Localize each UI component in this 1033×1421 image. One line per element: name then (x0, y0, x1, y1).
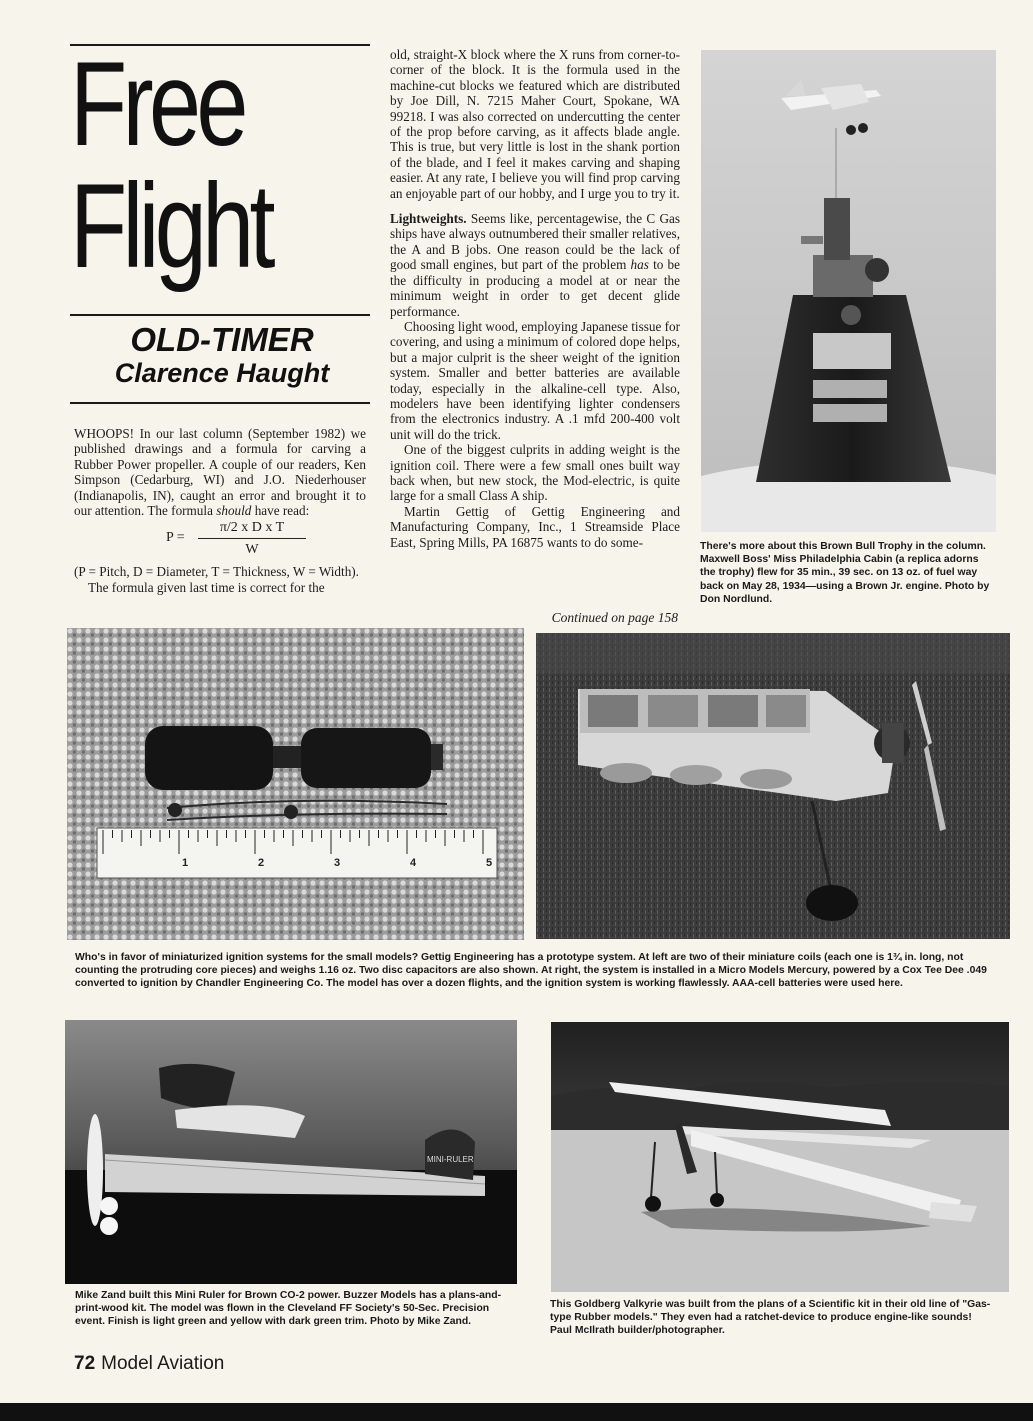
valkyrie-caption: This Goldberg Valkyrie was built from the plans of a Scientific kit in their old line of "Gas-type Rubber models." They even had a ratchet-device to produce engine-like sounds! Paul McIlrath builder/photographer. (550, 1299, 991, 1337)
paragraph-lightweights (390, 211, 680, 319)
paragraph-text: to be the difficulty in producing a model at or near the minimum weight in order to get decent glide performance. (390, 257, 680, 319)
page-number: 72 (74, 1353, 96, 1374)
trophy-photo (701, 50, 996, 532)
formula-numerator: π/2 x D x T (198, 520, 306, 538)
ruler-label: 3 (334, 857, 341, 869)
paragraph-gettig: Martin Gettig of Gettig Engineering and Manufacturing Company, Inc., 1 Streamside Place East, Spring Mills, PA 16875 wants to do some- (390, 503, 680, 550)
ruler-label: 5 (486, 857, 493, 869)
formula-legend: (P = Pitch, D = Diameter, T = Thickness, W = Width). (74, 564, 359, 580)
ruler-label: 1 (182, 857, 189, 869)
mercury-model-photo (536, 633, 1010, 939)
ruler-label: 2 (258, 857, 265, 869)
paragraph-formula-note: The formula given last time is correct for the (88, 579, 325, 595)
paragraph-whoops (74, 426, 366, 518)
emphasis-text: has (630, 257, 649, 273)
mini-ruler-photo (65, 1020, 517, 1284)
magazine-name: Model Aviation (101, 1353, 225, 1374)
subhead-lightweights: Lightweights. (390, 211, 467, 227)
trophy-caption: There's more about this Brown Bull Trophy in the column. Maxwell Boss' Miss Philadelphia Cabin (a replica adorns the trophy) flew for 35 min., 39 sec. on 13 oz. of fuel way back on May 28, 1934—using a Brown Jr. engine. Photo by Don Nordlund. (700, 541, 990, 605)
valkyrie-photo (551, 1022, 1009, 1292)
paragraph-prop-block: old, straight-X block where the X runs from corner-to-corner of the block. It is the formula used in the machine-cut blocks we featured which are distributed by Joe Dill, N. 7215 Maher Court, Spokane, WA 99218. I was also corrected on undercutting the center of the prop before carving, as it affects blade angle. This is true, but very little is lost in the shank portion of the blade, and I feel it makes carving and shaping easier. At any rate, I believe you will find prop carving an enjoyable part of our hobby, and I urge you to try it. (390, 47, 680, 201)
ignition-coils-photo (67, 628, 524, 940)
paragraph-ignition-coil: One of the biggest culprits in adding weight is the ignition coil. There were a few small ones built way back when, but new stock, the Mod-electric, is quite large for a small Class A ship. (390, 442, 680, 504)
paragraph-light-wood: Choosing light wood, employing Japanese tissue for covering, and using a minimum of colored dope helps, but a major culprit is the sheer weight of the ignition system. Smaller and better batteries are available today, especially in the alkaline-cell type. Also, modelers have been identifying lighter condensers from the electronics industry. A .1 mfd 200-400 volt unit will do the trick. (390, 318, 680, 442)
text-column-2 (390, 47, 680, 550)
formula-lhs: P = (166, 530, 185, 546)
pitch-formula (74, 518, 366, 564)
header-mid-rule (70, 314, 370, 316)
mini-ruler-caption: Mike Zand built this Mini Ruler for Brown CO-2 power. Buzzer Models has a plans-and-print-wood kit. The model was flown in the Cleveland FF Society's 50-Sec. Precision event. Finish is light green and yellow with dark green trim. Photo by Mike Zand. (75, 1290, 502, 1328)
text-column-1 (74, 426, 366, 595)
column-title-line2: Flight (70, 159, 271, 293)
author-name: Clarence Haught (114, 358, 330, 388)
paragraph-text: WHOOPS! In our last column (September 1982) we published drawings and a formula for carving a Rubber Power propeller. A couple of our readers, Ken Simpson (Cedarburg, WI) and J.O. Niederhouser (Indianapolis, IN), caught an error and brought it to our attention. The formula (74, 426, 366, 519)
header-bottom-rule (70, 402, 370, 404)
model-label-text: MINI-RULER (427, 1155, 474, 1164)
ignition-caption: Who's in favor of miniaturized ignition systems for the small models? Gettig Engineering has a prototype system. At left are two of their miniature coils (each one is 1¾ in. long, not counting the protruding core pieces) and weighs 1.16 oz. Two disc capacitors are also shown. At right, the system is installed in a Micro Models Mercury, powered by a Cox Tee Dee .049 converted to ignition by Chandler Engineering Co. The model has over a dozen flights, and the ignition system is working flawlessly. AAA-cell batteries were used here. (75, 952, 987, 990)
department-name: OLD-TIMER (130, 321, 314, 358)
paragraph-text: have read: (251, 503, 310, 519)
ruler-label: 4 (410, 857, 417, 869)
continued-line: Continued on page 158 (551, 610, 678, 625)
page-footer (74, 1353, 224, 1375)
formula-denominator: W (245, 542, 259, 558)
column-title-line1: Free (70, 37, 244, 171)
emphasis-text: should (216, 503, 252, 519)
paragraph-text: Seems like, percentagewise, the C Gas ships have always outnumbered their smaller relatives, the A and B jobs. One reason could be the lack of good small engines, but part of the problem (390, 211, 680, 273)
